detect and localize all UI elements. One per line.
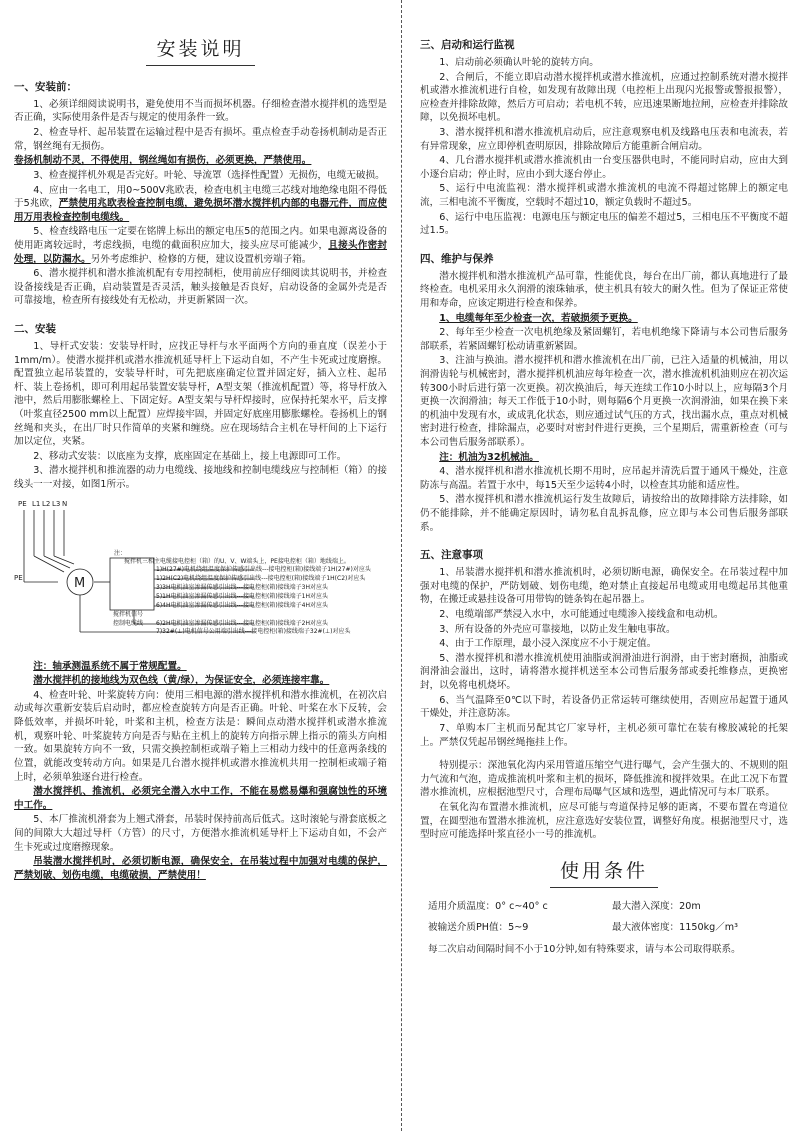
diagram-line: 1)2H(C2)电机绕组温度保护传感引出线---接电控柜(箱)接线端子1H(C2)对应头 xyxy=(156,574,366,582)
paragraph: 7、单购本厂主机而另配其它厂家导杆，主机必须可靠忙在装有橡胶减轮的托架上。严禁仅凭起吊钢丝绳拖挂上作。 xyxy=(420,722,788,748)
paragraph: 2、合闸后，不能立即启动潜水搅拌机或潜水推流机，应通过控制系统对潜水搅拌机或潜水推流机进行自检，如发现有故障出现（电控柜上出现闪光报警或警报报警），应检查并排除故障，然后方可启动；若电机不转，应迅速果断地拉闸，应检查并排除故障，以免损坏电机。 xyxy=(420,71,788,124)
section-2-heading: 二、安装 xyxy=(14,323,56,336)
diagram-line: 5)1H电机油室渗漏传感引出线---接电控柜(箱)接线端子1H对应头 xyxy=(156,592,328,600)
fold-line xyxy=(401,0,402,1131)
paragraph: 3、检查搅拌机外观是否完好。叶轮、导流罩（选择性配置）无损伤，电缆无破损。 xyxy=(33,169,385,181)
terminal-label: L1 xyxy=(32,499,41,508)
section-4-heading: 四、维护与保养 xyxy=(420,252,494,265)
wiring-diagram xyxy=(14,496,387,654)
warning-inline: 且接头作密封处理，以防漏水。 xyxy=(14,239,387,265)
pe-label: PE xyxy=(14,573,23,582)
usage-temp: 适用介质温度：0° c~40° c xyxy=(428,900,548,912)
warning-text: 潜水搅拌机的接地线为双色线（黄/绿），为保证安全，必须连接牢靠。 xyxy=(33,675,330,687)
diagram-line: 6)4H电机油室渗漏传感引出线---接电控柜(箱)接线端子4H对应头 xyxy=(156,601,328,609)
paragraph: 2、移动式安装：以底座为支撑，底座固定在基础上，接上电源即可工作。 xyxy=(33,450,347,462)
paragraph: 5、本厂推流机滑套为上翘式滑套，吊装时保持前高后低式。这时滚轮与滑套底板之间的间隙大大超过导杆（方管）的尺寸，方便潜水推流机延导杆上下运动自如，不会产生卡死或过度磨擦现象。 xyxy=(14,814,387,853)
paragraph: 3、注油与换油。潜水搅拌机和潜水推流机在出厂前，已注入适量的机械油，用以润滑齿轮与机械密封，潜水搅拌机机油应每年检查一次，潜水推流机机油则应在初次运转300小时后进行第一次更换。初次换油后，每天连续工作10小时以上，应每隔3个月更换一次润滑油；每天工作低于10小时，则每隔6个月更换一次润滑油，如果在换下来的机油中发现有水，或成乳化状态，则应通过试气压的方式，找出漏水点，重点对机械密封进行检查，排除漏点，必要时对密封件进行更换，三个星期后，需重新检查（可与本公司售后服务部联系）。 xyxy=(420,355,788,449)
page-title: 安装说明 xyxy=(14,36,387,66)
paragraph: 1、启动前必须确认叶轮的旋转方向。 xyxy=(439,56,599,68)
paragraph: 5、检查线路电压一定要在铭牌上标出的额定电压5的范围之内。如果电源离设备的使用距离较远时，考虑线损，电缆的截面积应加大，接头应尽可能减少，且接头作密封处理，以防漏水。另外考虑维护、检修的方便，建议设置机旁端子箱。 xyxy=(14,226,387,265)
usage-ph: 被输送介质PH值：5~9 xyxy=(428,922,529,934)
usage-title: 使用条件 xyxy=(420,858,788,888)
warning-text: 1、电缆每年至少检查一次，若破损须予更换。 xyxy=(439,312,638,324)
paragraph: 5、潜水搅拌机和潜水推流机运行发生故障后，请按给出的故障排除方法排除，如仍不能排除，并不能确定原因时，请勿私自乱拆乱修，应立即与本公司售后服务部联系。 xyxy=(420,494,788,533)
paragraph: 2、电缆端部严禁浸入水中，水可能通过电缆渗入接线盒和电动机。 xyxy=(439,609,724,621)
warning-text: 注：轴承测温系统不属于常规配置。 xyxy=(33,660,187,672)
warning-inline: 严禁使用兆欧表检查控制电缆，避免损坏潜水搅拌机内部的电器元件，而应使用万用表检查控制电缆线。 xyxy=(14,198,388,223)
section-3-heading: 三、启动和运行监视 xyxy=(420,39,515,51)
paragraph: 1、必须详细阅读说明书，避免使用不当而损坏机器。仔细检查潜水搅拌机的选型是否正确，实际使用条件是否与规定的使用条件一致。 xyxy=(14,98,387,124)
paragraph: 6、当气温降至0℃以下时，若设备仍正常运转可继续使用，否则应吊起置于通风干燥处，并注意防冻。 xyxy=(420,694,788,720)
special-tip: 在氧化沟布置潜水推流机，应尽可能与弯道保持足够的距离，不要布置在弯道位置，在圆型池布置潜水推流机，应注意选好安装位置，调整好角度。根据池型尺寸，选型时应可能选择叶浆直径小一号的推流机。 xyxy=(420,801,788,841)
diagram-line: 3)3H电机油室渗漏传感引出线---接电控柜(箱)接线端子3H对应头 xyxy=(156,583,328,591)
left-column xyxy=(14,14,387,883)
box-label: 搅拌机信号 xyxy=(113,610,144,618)
paragraph: 4、由于工作原理，最小浸入深度应不小于规定值。 xyxy=(439,638,657,650)
diagram-line: 1)H(27#)电机绕组温度保护传感引出线---接电控柜(箱)接线端子1H(27#)对应头 xyxy=(156,565,371,573)
paragraph: 3、潜水搅拌机和潜水推流机启动后，应注意观察电机及线路电压表和电流表，若有异常现象，应立即停机查明原因，排除故障后方能重新合闸启动。 xyxy=(420,126,788,152)
terminal-label: L3 xyxy=(52,499,61,508)
usage-row xyxy=(420,900,788,914)
paragraph: 3、所有设备的外壳应可靠接地，以防止发生触电事故。 xyxy=(439,623,676,635)
paragraph: 4、检查叶轮、叶桨旋转方向：使用三相电源的潜水搅拌机和潜水推流机，在初次启动或每次重新安装后启动时，都应检查旋转方向是否正确。叶轮、叶桨在水下反转，会降低效率，并损坏叶轮，叶桨和主机，检查方法是：瞬间点动潜水搅拌机或潜水推流机，观察叶轮、叶桨旋转方向是否与贴在主机上的旋转方向指示牌上指示的箭头方向相一致。如果旋转方向不一致，只需交换控制柜或端子箱上三相动力线中的任意两条线的位置，就能改变转动方向。如果是几台潜水搅拌机或潜水推流机共用一控制柜或端子箱上时，必须单独逐台进行检查。 xyxy=(14,689,387,783)
usage-density: 最大液体密度：1150kg／m³ xyxy=(612,922,739,934)
section-1-heading: 一、安装前： xyxy=(14,80,77,93)
paragraph: 6、潜水搅拌机和潜水推流机配有专用控制柜，使用前应仔细阅读其说明书，并检查设备接线是否正确，启动装置是否灵活，触头接触是否良好，启动设备的金属外壳是否可靠接地，检查所有接线处有无松动，并更新紧固一次。 xyxy=(14,268,387,307)
section-5-heading: 五、注意事项 xyxy=(420,549,483,562)
warning-text: 卷扬机制动不灵，不得使用，钢丝绳如有损伤，必须更换，严禁使用。 xyxy=(14,155,312,167)
box-label: 控制电缆线 xyxy=(113,619,144,627)
terminal-label: PE xyxy=(18,499,27,508)
paragraph: 1、吊装潜水搅拌机和潜水推流机时，必须切断电源，确保安全。在吊装过程中加强对电缆的保护，严防划破、划伤电缆，绝对禁止直接起吊电缆或用电缆起吊其他重物，在搬迁或悬挂设备可用带钩的链条钩在起吊器上。 xyxy=(420,567,788,606)
terminal-label: L2 xyxy=(42,499,51,508)
usage-depth: 最大潜入深度：20m xyxy=(612,900,701,912)
paragraph: 1、导杆式安装：安装导杆时，应找正导杆与水平面两个方向的垂直度（误差小于1mm/m）。使潜水搅拌机或潜水推流机延导杆上下运动自如，不产生卡死或过度磨擦。配置独立起吊装置的，安装导杆时，可先把底座确定位置并固定好，插入立柱、起吊杆、装上卷扬机，即可利用起吊装置安装导杆，A型支架（推流机配置）等，将导杆放入池中，然后用膨胀螺栓上、下固定好。A型支架与导杆焊接时，应保持托架水平，后支撑（叶浆直径2500 mm以上配置）应焊接牢固，并固定好底座用膨胀螺栓。卷扬机上的钢丝绳和夹头，在出厂时只作简单的夹紧和缠绕。应在现场结合主机在导杆间的上下运行加以定位，夹紧。 xyxy=(14,340,387,448)
motor-symbol: M xyxy=(74,575,86,591)
warning-text: 吊装潜水搅拌机时，必须切断电源，确保安全，在吊装过程中加强对电缆的保护，严禁划破、划伤电缆，电缆破损，严禁使用！ xyxy=(14,856,387,881)
paragraph: 4、应由一名电工，用0~500V兆欧表，检查电机主电缆三芯线对地绝缘电阻不得低于5兆欧，严禁使用兆欧表检查控制电缆，避免损坏潜水搅拌机内部的电器元件，而应使用万用表检查控制电缆线。 xyxy=(14,184,388,223)
paragraph: 5、运行中电流监视：潜水搅拌机或潜水推流机的电流不得超过铭牌上的额定电流，三相电流不平衡度，空载时不超过10，额定负载时不超过5。 xyxy=(420,183,788,208)
paragraph: 4、潜水搅拌机和潜水推流机长期不用时，应吊起并清洗后置于通风干燥处，注意防冻与高温。若置于水中，每15天至少运转4小时，以检查其功能和适应性。 xyxy=(420,466,788,491)
paragraph: 潜水搅拌机和潜水推流机产品可靠，性能优良，每台在出厂前，都认真地进行了最终检查。电机采用永久润滑的滚珠轴承，使主机具有较大的耐久性。但为了保证正常使用和寿命，应该定期进行检查和保养。 xyxy=(420,270,788,309)
terminal-label: N xyxy=(62,499,68,508)
diagram-note: 搅拌机三相主电缆接电控柜（箱）的U、V、W端头上，PE接电控柜（箱）地线端上。 xyxy=(124,557,350,565)
paragraph: 3、潜水搅拌机和推流器的动力电缆线、接地线和控制电缆线应与控制柜（箱）的接线头一一对接，如图1所示。 xyxy=(14,465,387,491)
paragraph: 2、检查导杆、起吊装置在运输过程中是否有损坏。重点检查手动卷扬机制动是否正常，钢丝绳有无损伤。 xyxy=(14,127,387,152)
paragraph: 6、运行中电压监视：电源电压与额定电压的偏差不超过5，三相电压不平衡度不超过1.5。 xyxy=(420,211,788,237)
warning-text: 潜水搅拌机、推流机，必须完全潜入水中工作，不能在易燃易爆和强腐蚀性的环境中工作。 xyxy=(14,786,387,811)
special-tip: 特别提示：深池氧化沟内采用管道压缩空气进行曝气，会产生强大的、不规则的阻力气流和气泡，造成推流机叶浆和主机的损坏，降低推流和搅拌效果。在此工况下布置潜水推流机，应根据池型尺寸，合理布局曝气区域和选型，遇此情况可与本厂联系。 xyxy=(420,760,788,799)
diagram-note: 注： xyxy=(114,549,127,557)
paragraph: 4、几台潜水搅拌机或潜水推流机由一台变压器供电时，不能同时启动，应由大到小逐台启动；停止时，应由小到大逐台停止。 xyxy=(420,155,788,180)
diagram-line: 7)32#(⊥)电机信号公用端引出线---接电控柜(箱)接线端子32#(⊥)对应头 xyxy=(156,627,351,635)
usage-footer: 每二次启动间隔时间不小于10分钟,如有特殊要求，请与本公司取得联系。 xyxy=(428,943,741,955)
right-column xyxy=(420,14,788,957)
usage-row xyxy=(420,921,788,935)
paragraph: 5、潜水搅拌机和潜水推流机使用油脂或润滑油进行润滑，由于密封磨损，油脂或润滑油会溢出，这时，请将潜水搅拌机送至本公司售后服务部或委托维修点，更换密封，以免将电机烧坏。 xyxy=(420,652,788,692)
warning-text: 注：机油为32机械油。 xyxy=(439,451,539,463)
paragraph: 2、每年至少检查一次电机绝缘及紧固螺钉，若电机绝缘下降请与本公司售后服务部联系，若紧固螺钉松动请重新紧固。 xyxy=(420,327,788,352)
diagram-line: 6)2H电机油室渗漏传感引出线---接电控柜(箱)接线端子2H对应头 xyxy=(156,619,328,627)
